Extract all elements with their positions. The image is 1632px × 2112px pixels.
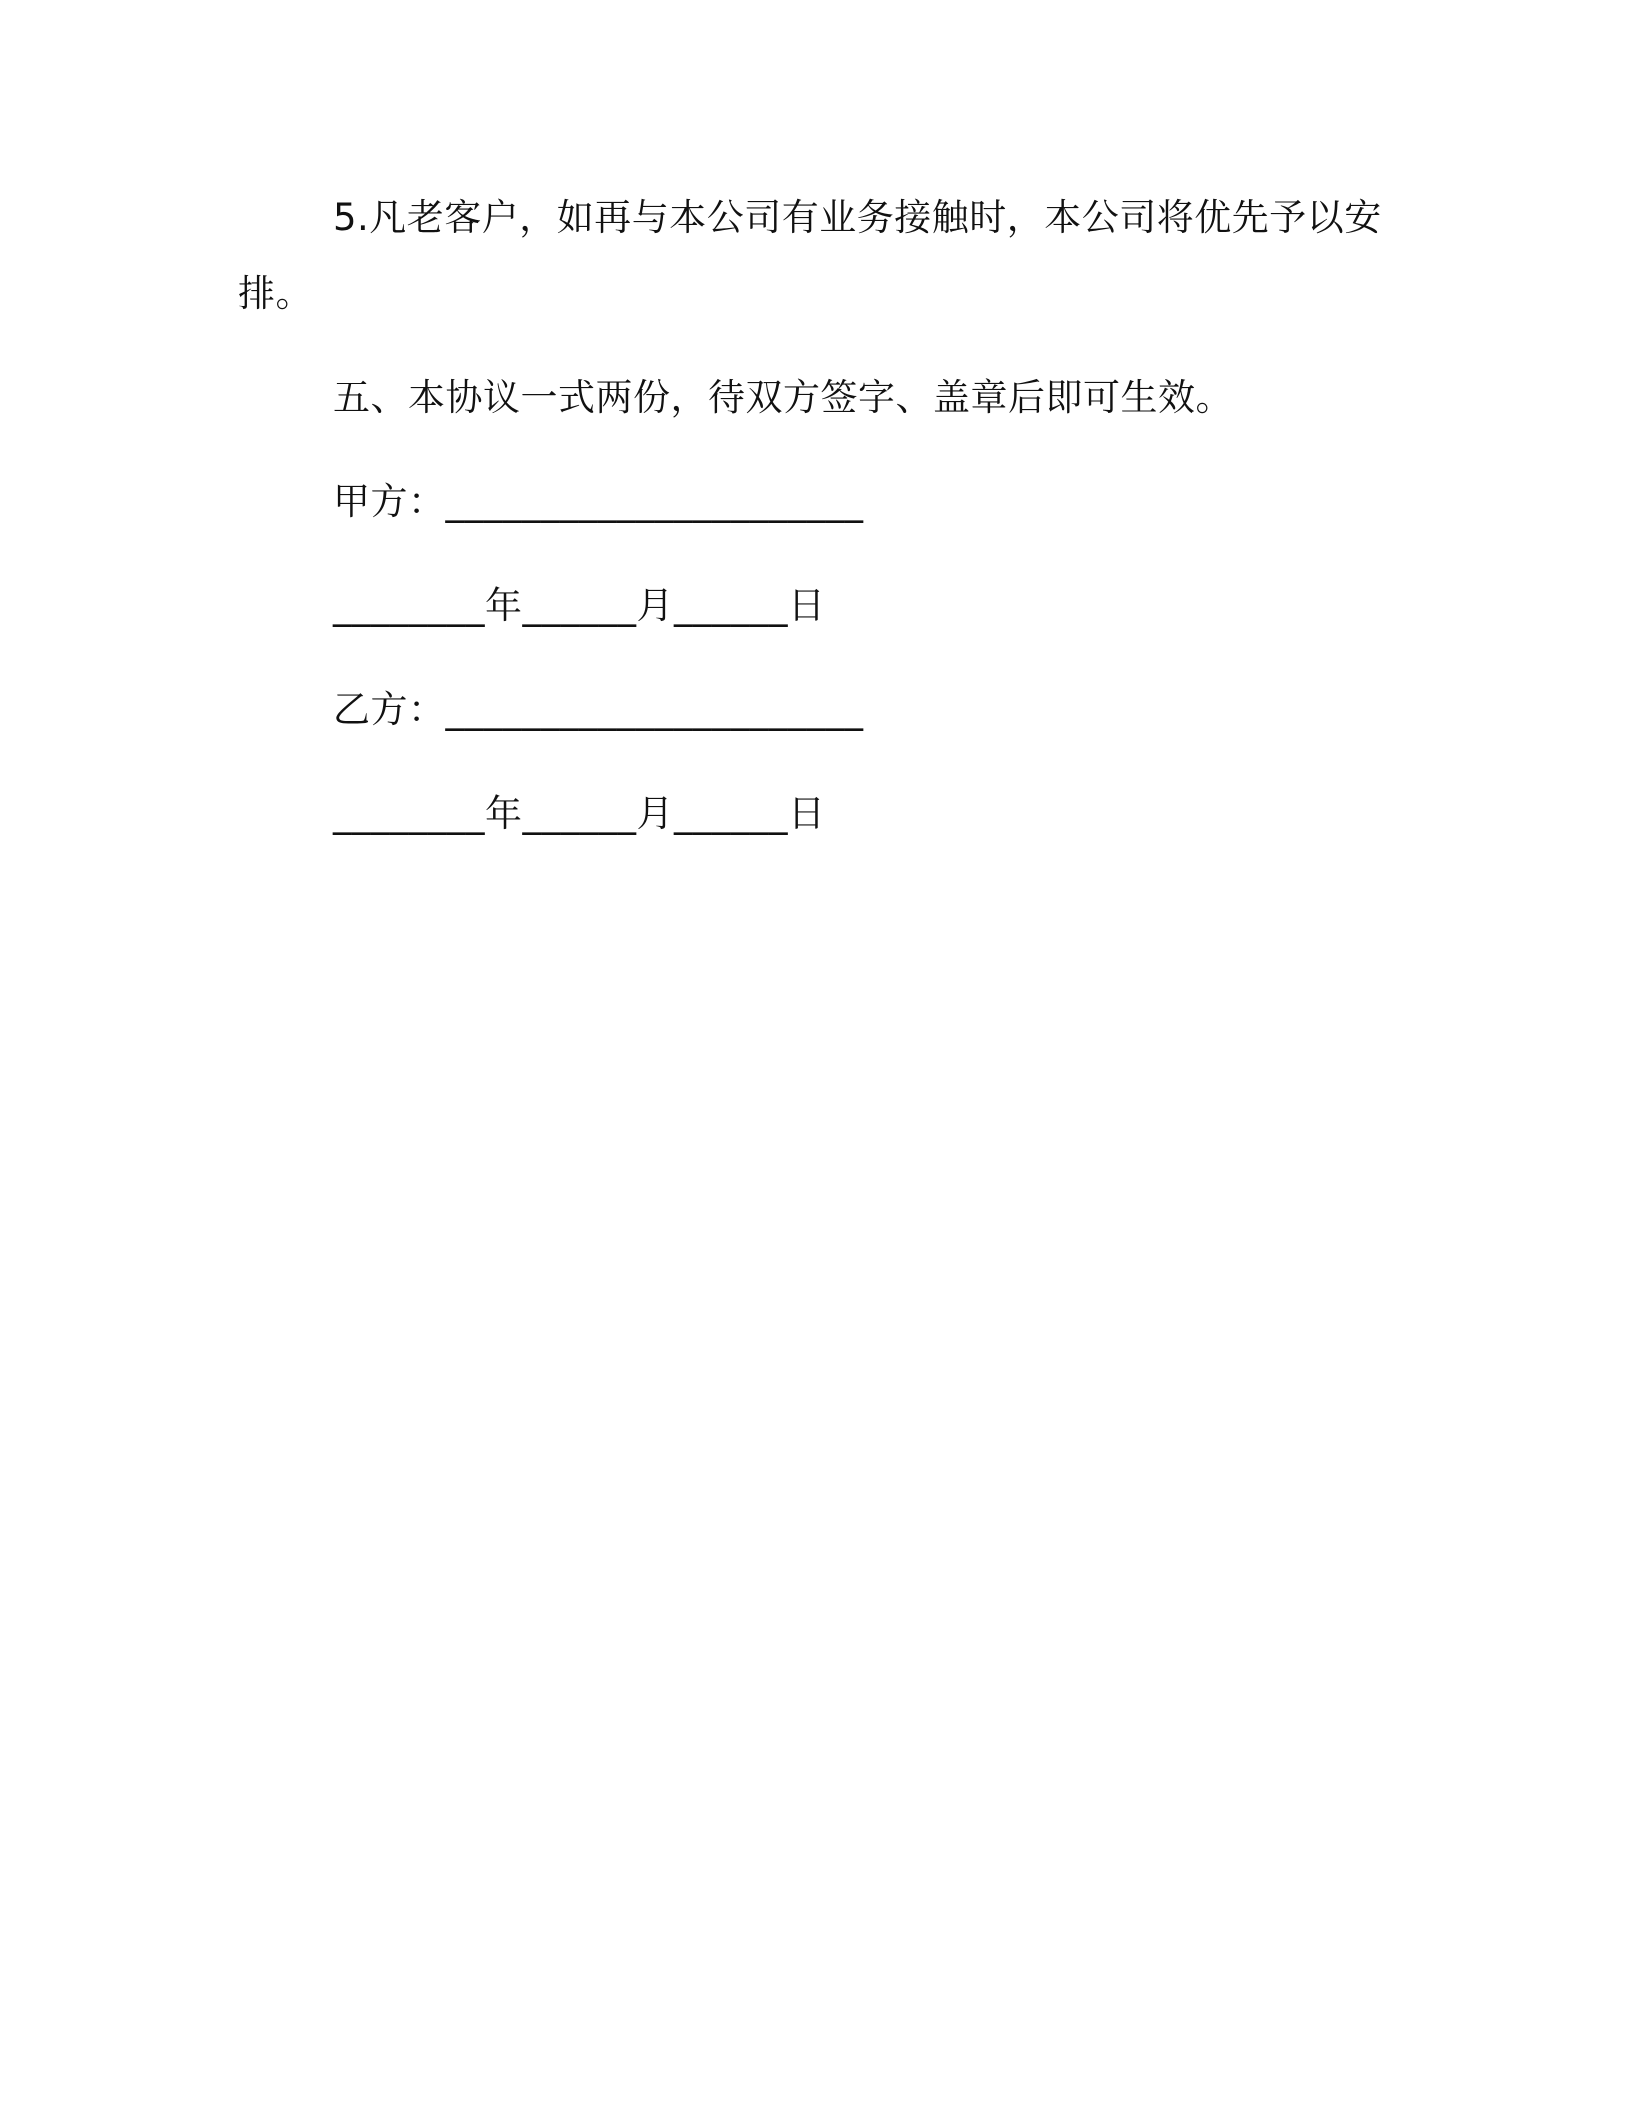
- party-a-signature-line: 甲方：______________________: [333, 480, 864, 523]
- party-a-date-line: ________年______月______日: [333, 584, 826, 627]
- section-5-text: 五、本协议一式两份，待双方签字、盖章后即可生效。: [333, 376, 1233, 419]
- party-b-signature-line: 乙方：______________________: [333, 688, 864, 731]
- party-b-date-line: ________年______月______日: [333, 792, 826, 835]
- clause-5-line-1: 5.凡老客户，如再与本公司有业务接触时，本公司将优先予以安: [333, 196, 1382, 239]
- clause-5-line-2: 排。: [238, 272, 313, 315]
